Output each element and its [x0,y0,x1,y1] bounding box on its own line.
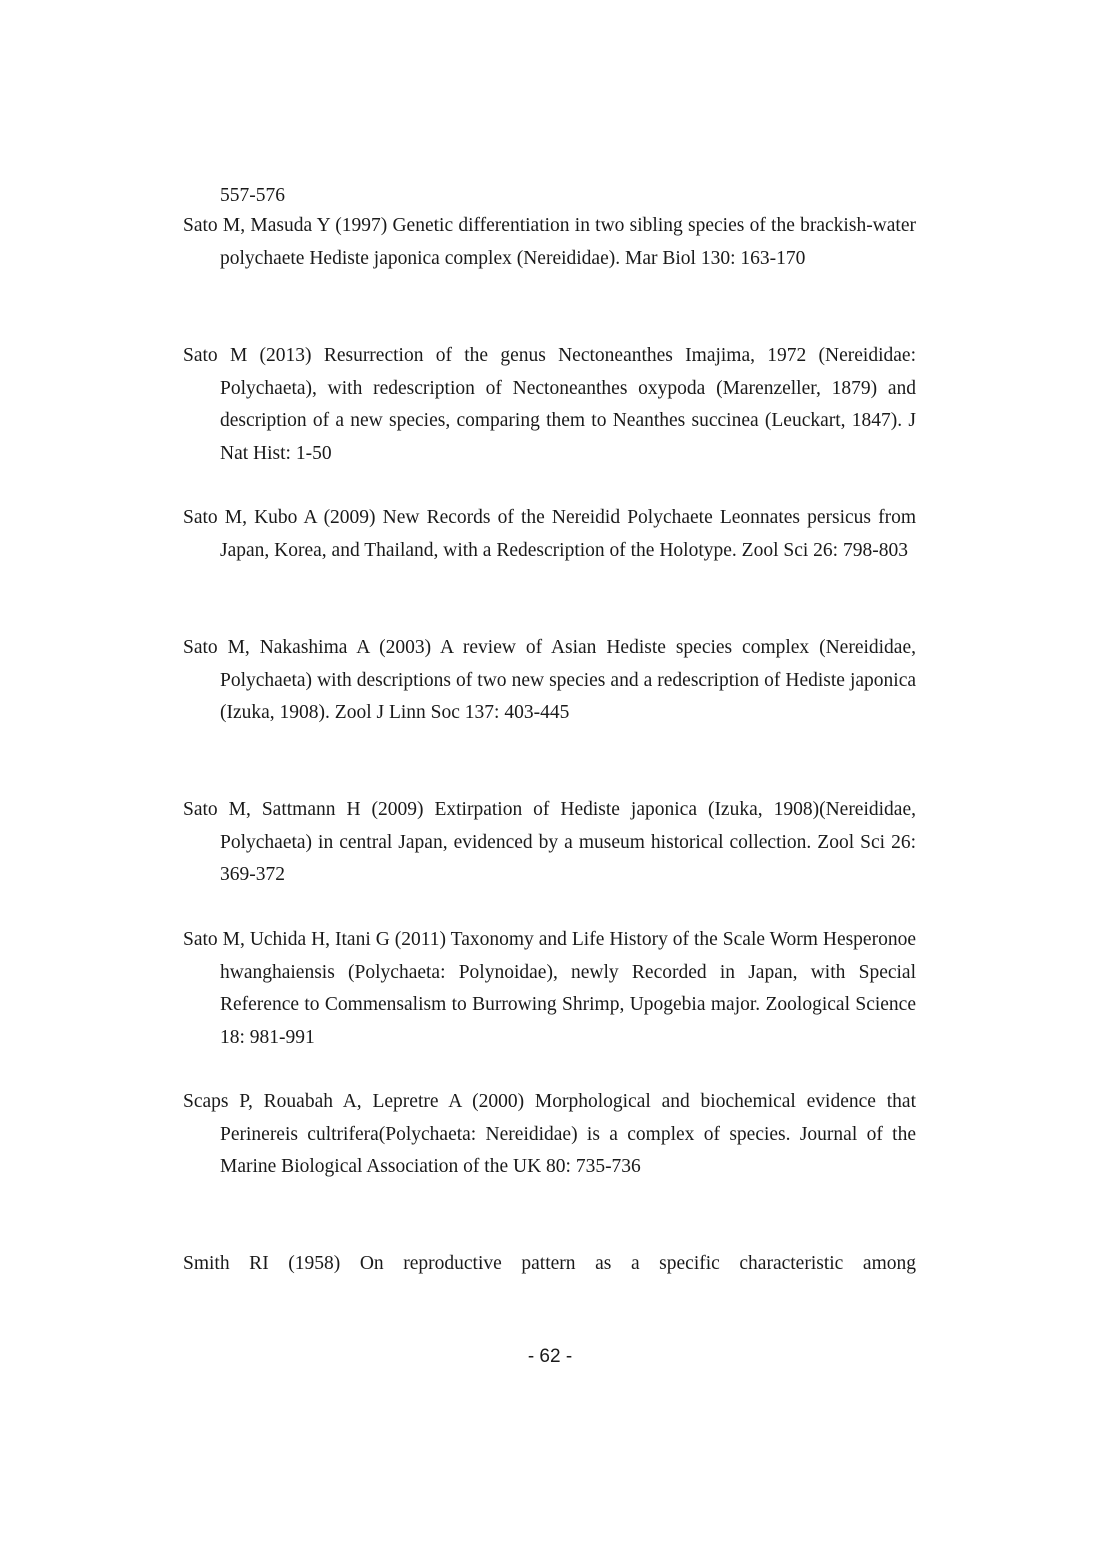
reference-entry: Smith RI (1958) On reproductive pattern as a specific characteristic among [183,1253,916,1274]
page-number: - 62 - [527,1346,573,1367]
reference-continuation: 557-576 [220,185,285,206]
reference-entry: Sato M, Sattmann H (2009) Extirpation of Hediste japonica (Izuka, 1908)(Nereididae, Polychaeta) in central Japan, evidenced by a museum historical collection. Zool Sci 26: 369-372 [183,799,916,885]
reference-entry: Sato M, Kubo A (2009) New Records of the Nereidid Polychaete Leonnates persicus from Japan, Korea, and Thailand, with a Redescription of the Holotype. Zool Sci 26: 798-803 [183,507,916,561]
reference-entry: Sato M (2013) Resurrection of the genus Nectoneanthes Imajima, 1972 (Nereididae: Polychaeta), with redescription of Nectoneanthes oxypoda (Marenzeller, 1879) and description of a new species, comparing them to Neanthes succinea (Leuckart, 1847). J Nat Hist: 1-50 [183,345,916,464]
reference-entry: Scaps P, Rouabah A, Lepretre A (2000) Morphological and biochemical evidence that Perinereis cultrifera(Polychaeta: Nereididae) is a complex of species. Journal of the Marine Biological Association of the UK 80: 735-736 [183,1091,916,1177]
reference-entry: Sato M, Masuda Y (1997) Genetic differentiation in two sibling species of the brackish-water polychaete Hediste japonica complex (Nereididae). Mar Biol 130: 163-170 [183,215,916,269]
reference-entry: Sato M, Uchida H, Itani G (2011) Taxonomy and Life History of the Scale Worm Hesperonoe hwanghaiensis (Polychaeta: Polynoidae), newly Recorded in Japan, with Special Reference to Commensalism to Burrowing Shrimp, Upogebia major. Zoological Science 18: 981-991 [183,929,916,1048]
reference-entry: Sato M, Nakashima A (2003) A review of Asian Hediste species complex (Nereididae, Polychaeta) with descriptions of two new species and a redescription of Hediste japonica (Izuka, 1908). Zool J Linn Soc 137: 403-445 [183,637,916,723]
